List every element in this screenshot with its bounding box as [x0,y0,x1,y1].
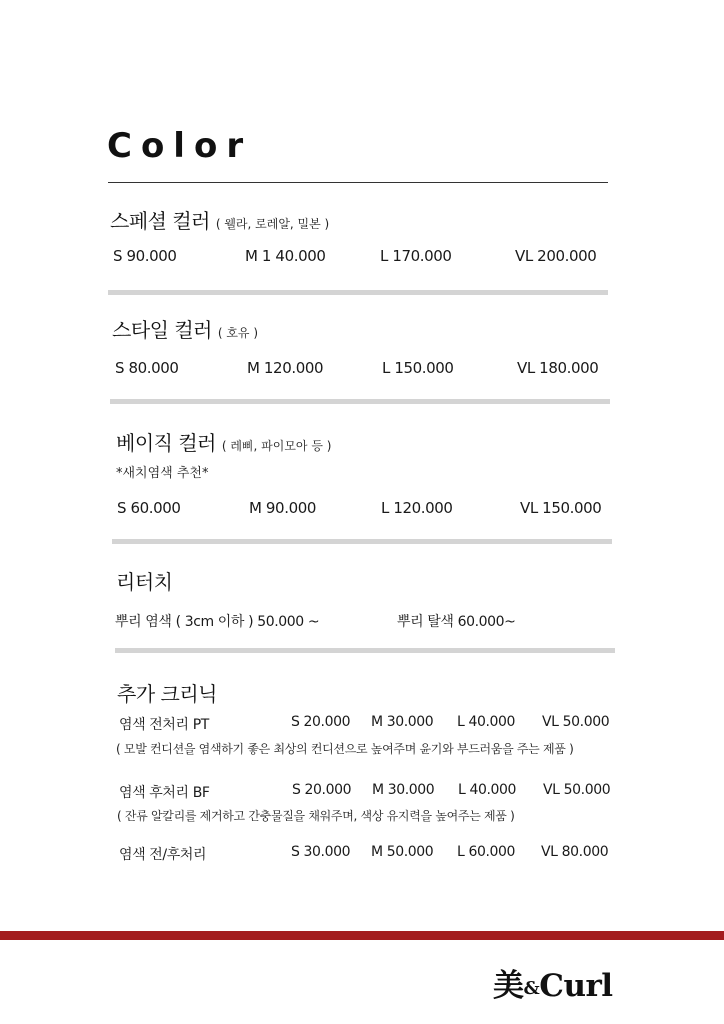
price-vl: VL 50.000 [542,714,610,730]
price-s: S 20.000 [291,714,351,730]
section-heading-retouch: 리터치 [116,570,173,594]
section-title: 스타일 컬러 [112,318,212,342]
logo-word: Curl [539,968,613,1004]
section-note: ( 웰라, 로레알, 밀본 ) [215,217,330,231]
price-vl: VL 50.000 [543,782,611,798]
price-s: S 80.000 [115,359,179,377]
root-dye-price: 뿌리 염색 ( 3cm 이하 ) 50.000 ~ [115,614,320,630]
price-m: M 30.000 [372,782,435,798]
logo-char: 美 [493,968,524,1004]
price-m: M 30.000 [371,714,434,730]
price-m: M 90.000 [249,499,316,517]
price-s: S 90.000 [113,247,177,265]
price-m: M 50.000 [371,844,434,860]
price-s: S 60.000 [117,499,181,517]
section-heading-extra: 추가 크리닉 [117,682,217,706]
section-divider [110,399,610,404]
section-title: 베이직 컬러 [116,431,216,455]
root-bleach-price: 뿌리 탈색 60.000~ [397,614,516,630]
title-divider [108,182,608,183]
price-s: S 30.000 [291,844,351,860]
brand-logo [493,960,613,1005]
section-heading-style [112,314,258,343]
section-heading-special [110,205,329,234]
footer-accent-bar [0,931,724,940]
price-s: S 20.000 [292,782,352,798]
price-l: L 40.000 [458,782,517,798]
page-title: Color [107,126,253,166]
price-l: L 120.000 [381,499,453,517]
extra-item-desc: ( 모발 컨디션을 염색하기 좋은 최상의 컨디션으로 높여주며 윤기와 부드러움을 주는 제품 ) [116,742,574,756]
price-l: L 60.000 [457,844,516,860]
price-l: L 150.000 [382,359,454,377]
price-m: M 1 40.000 [245,247,326,265]
price-vl: VL 80.000 [541,844,609,860]
price-vl: VL 150.000 [520,499,602,517]
price-vl: VL 180.000 [517,359,599,377]
section-note: ( 레삐, 파이모아 등 ) [221,439,332,453]
section-divider [115,648,615,653]
section-heading-basic [116,427,331,456]
extra-item-name: 염색 전/후처리 [119,847,207,863]
extra-item-name: 염색 후처리 BF [119,785,210,801]
price-l: L 40.000 [457,714,516,730]
logo-ampersand: & [523,978,540,999]
gray-hair-recommend-note: *새치염색 추천* [116,466,209,481]
section-divider [112,539,612,544]
price-m: M 120.000 [247,359,324,377]
section-note: ( 호유 ) [217,326,259,340]
section-divider [108,290,608,295]
price-l: L 170.000 [380,247,452,265]
section-title: 스페셜 컬러 [110,209,210,233]
extra-item-name: 염색 전처리 PT [119,717,209,733]
extra-item-desc: ( 잔류 알칼리를 제거하고 간충물질을 채워주며, 색상 유지력을 높여주는 제품 ) [117,809,515,823]
price-vl: VL 200.000 [515,247,597,265]
